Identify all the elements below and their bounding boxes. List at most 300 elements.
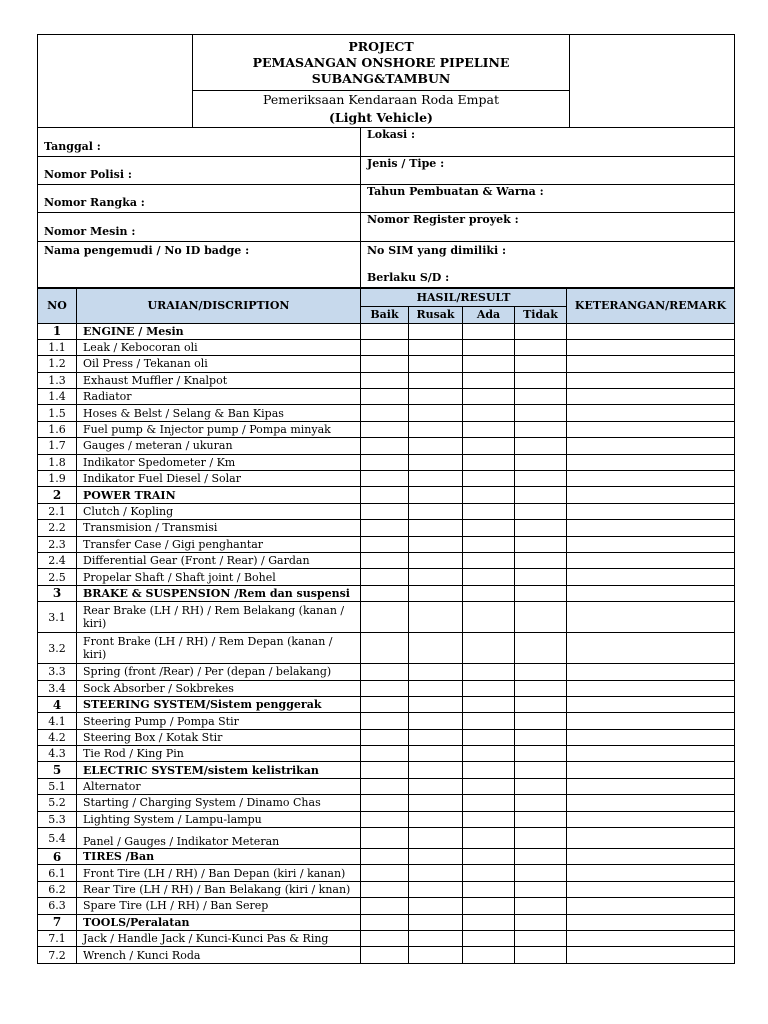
cell-rusak[interactable] — [409, 729, 463, 745]
cell-tidak[interactable] — [515, 487, 567, 503]
cell-remark[interactable] — [567, 421, 735, 437]
cell-remark[interactable] — [567, 762, 735, 778]
cell-ada[interactable] — [463, 696, 515, 712]
cell-tidak[interactable] — [515, 914, 567, 930]
cell-baik[interactable] — [361, 438, 409, 454]
cell-ada[interactable] — [463, 849, 515, 865]
cell-baik[interactable] — [361, 585, 409, 601]
cell-ada[interactable] — [463, 356, 515, 372]
cell-ada[interactable] — [463, 664, 515, 680]
cell-remark[interactable] — [567, 729, 735, 745]
row-description: Alternator — [77, 778, 361, 794]
row-number: 1 — [38, 323, 77, 339]
cell-remark[interactable] — [567, 696, 735, 712]
row-description: Starting / Charging System / Dinamo Chas — [77, 795, 361, 811]
form-subtitle — [193, 91, 569, 127]
row-number: 2.1 — [38, 503, 77, 519]
cell-remark[interactable] — [567, 520, 735, 536]
table-row — [38, 811, 735, 827]
table-row — [38, 746, 735, 762]
cell-baik[interactable] — [361, 713, 409, 729]
cell-baik[interactable] — [361, 536, 409, 552]
cell-tidak[interactable] — [515, 865, 567, 881]
cell-baik[interactable] — [361, 680, 409, 696]
row-description: Front Brake (LH / RH) / Rem Depan (kanan / kiri) — [77, 633, 361, 664]
cell-remark[interactable] — [567, 828, 735, 849]
cell-remark[interactable] — [567, 602, 735, 633]
cell-remark[interactable] — [567, 664, 735, 680]
row-description: Panel / Gauges / Indikator Meteran — [77, 828, 361, 849]
cell-remark[interactable] — [567, 795, 735, 811]
table-row — [38, 947, 735, 963]
cell-remark[interactable] — [567, 633, 735, 664]
cell-baik[interactable] — [361, 762, 409, 778]
cell-remark[interactable] — [567, 881, 735, 897]
cell-ada[interactable] — [463, 795, 515, 811]
cell-rusak[interactable] — [409, 713, 463, 729]
cell-remark[interactable] — [567, 914, 735, 930]
row-number: 5.4 — [38, 828, 77, 849]
row-number: 3.1 — [38, 602, 77, 633]
cell-baik[interactable] — [361, 898, 409, 914]
cell-rusak[interactable] — [409, 602, 463, 633]
cell-ada[interactable] — [463, 947, 515, 963]
cell-baik[interactable] — [361, 503, 409, 519]
row-description: Propelar Shaft / Shaft joint / Bohel — [77, 569, 361, 585]
cell-rusak[interactable] — [409, 898, 463, 914]
row-description: Wrench / Kunci Roda — [77, 947, 361, 963]
row-description: Indikator Fuel Diesel / Solar — [77, 471, 361, 487]
cell-remark[interactable] — [567, 585, 735, 601]
subtitle-line-2: (Light Vehicle) — [329, 110, 433, 125]
logo-cell-left — [38, 35, 193, 127]
table-row — [38, 503, 735, 519]
cell-ada[interactable] — [463, 569, 515, 585]
cell-remark[interactable] — [567, 680, 735, 696]
cell-remark[interactable] — [567, 356, 735, 372]
nama-pengemudi-field[interactable]: Nama pengemudi / No ID badge : — [38, 241, 361, 287]
cell-tidak[interactable] — [515, 849, 567, 865]
row-number: 7.1 — [38, 931, 77, 947]
cell-rusak[interactable] — [409, 323, 463, 339]
cell-rusak[interactable] — [409, 503, 463, 519]
cell-baik[interactable] — [361, 372, 409, 388]
cell-tidak[interactable] — [515, 389, 567, 405]
title-line-2: PEMASANGAN ONSHORE PIPELINE — [252, 54, 510, 70]
row-description: Steering Box / Kotak Stir — [77, 729, 361, 745]
table-row — [38, 602, 735, 633]
cell-baik[interactable] — [361, 454, 409, 470]
cell-ada[interactable] — [463, 536, 515, 552]
row-description: BRAKE & SUSPENSION /Rem dan suspensi — [77, 585, 361, 601]
nomor-rangka-field[interactable]: Nomor Rangka : — [38, 184, 361, 212]
cell-rusak[interactable] — [409, 849, 463, 865]
cell-ada[interactable] — [463, 778, 515, 794]
cell-baik[interactable] — [361, 552, 409, 568]
cell-tidak[interactable] — [515, 633, 567, 664]
row-number: 4.1 — [38, 713, 77, 729]
table-row — [38, 828, 735, 849]
checklist-table — [37, 288, 735, 964]
cell-ada[interactable] — [463, 931, 515, 947]
cell-tidak[interactable] — [515, 421, 567, 437]
row-description: ENGINE / Mesin — [77, 323, 361, 339]
table-row — [38, 569, 735, 585]
row-number: 2 — [38, 487, 77, 503]
cell-ada[interactable] — [463, 421, 515, 437]
cell-rusak[interactable] — [409, 471, 463, 487]
cell-ada[interactable] — [463, 438, 515, 454]
cell-rusak[interactable] — [409, 881, 463, 897]
jenis-tipe-field[interactable]: Jenis / Tipe : — [361, 156, 735, 184]
row-description: Jack / Handle Jack / Kunci-Kunci Pas & Ring — [77, 931, 361, 947]
cell-tidak[interactable] — [515, 372, 567, 388]
cell-tidak[interactable] — [515, 947, 567, 963]
cell-rusak[interactable] — [409, 762, 463, 778]
cell-remark[interactable] — [567, 898, 735, 914]
cell-ada[interactable] — [463, 585, 515, 601]
cell-rusak[interactable] — [409, 552, 463, 568]
row-number: 6 — [38, 849, 77, 865]
table-row — [38, 633, 735, 664]
table-row — [38, 356, 735, 372]
cell-tidak[interactable] — [515, 828, 567, 849]
cell-baik[interactable] — [361, 696, 409, 712]
cell-tidak[interactable] — [515, 405, 567, 421]
sim-cell[interactable] — [361, 241, 735, 287]
cell-tidak[interactable] — [515, 569, 567, 585]
cell-baik[interactable] — [361, 849, 409, 865]
cell-rusak[interactable] — [409, 828, 463, 849]
lokasi-field[interactable]: Lokasi : — [361, 128, 735, 156]
cell-remark[interactable] — [567, 471, 735, 487]
cell-baik[interactable] — [361, 569, 409, 585]
row-number: 5.1 — [38, 778, 77, 794]
cell-baik[interactable] — [361, 421, 409, 437]
row-number: 1.8 — [38, 454, 77, 470]
cell-ada[interactable] — [463, 881, 515, 897]
table-row — [38, 931, 735, 947]
row-description: Lighting System / Lampu-lampu — [77, 811, 361, 827]
cell-rusak[interactable] — [409, 356, 463, 372]
cell-ada[interactable] — [463, 898, 515, 914]
cell-ada[interactable] — [463, 633, 515, 664]
cell-remark[interactable] — [567, 503, 735, 519]
row-number: 6.3 — [38, 898, 77, 914]
cell-rusak[interactable] — [409, 811, 463, 827]
row-number: 4.2 — [38, 729, 77, 745]
table-row — [38, 713, 735, 729]
nomor-polisi-field[interactable]: Nomor Polisi : — [38, 156, 361, 184]
cell-remark[interactable] — [567, 849, 735, 865]
row-number: 1.9 — [38, 471, 77, 487]
cell-tidak[interactable] — [515, 762, 567, 778]
cell-remark[interactable] — [567, 323, 735, 339]
cell-ada[interactable] — [463, 762, 515, 778]
section-row — [38, 849, 735, 865]
cell-ada[interactable] — [463, 339, 515, 355]
cell-rusak[interactable] — [409, 664, 463, 680]
table-row — [38, 778, 735, 794]
row-description: Rear Brake (LH / RH) / Rem Belakang (kanan / kiri) — [77, 602, 361, 633]
cell-tidak[interactable] — [515, 696, 567, 712]
table-row — [38, 421, 735, 437]
cell-tidak[interactable] — [515, 356, 567, 372]
cell-ada[interactable] — [463, 865, 515, 881]
cell-rusak[interactable] — [409, 696, 463, 712]
cell-remark[interactable] — [567, 947, 735, 963]
row-description: Sock Absorber / Sokbrekes — [77, 680, 361, 696]
cell-remark[interactable] — [567, 339, 735, 355]
cell-tidak[interactable] — [515, 713, 567, 729]
subtitle-line-1: Pemeriksaan Kendaraan Roda Empat — [262, 92, 500, 107]
col-no: NO — [38, 288, 77, 323]
cell-ada[interactable] — [463, 389, 515, 405]
cell-remark[interactable] — [567, 713, 735, 729]
cell-baik[interactable] — [361, 811, 409, 827]
cell-tidak[interactable] — [515, 931, 567, 947]
cell-baik[interactable] — [361, 881, 409, 897]
cell-baik[interactable] — [361, 633, 409, 664]
cell-ada[interactable] — [463, 729, 515, 745]
cell-ada[interactable] — [463, 746, 515, 762]
cell-rusak[interactable] — [409, 633, 463, 664]
cell-remark[interactable] — [567, 405, 735, 421]
cell-baik[interactable] — [361, 931, 409, 947]
section-row — [38, 696, 735, 712]
cell-baik[interactable] — [361, 914, 409, 930]
table-row — [38, 552, 735, 568]
section-row — [38, 762, 735, 778]
row-number: 2.2 — [38, 520, 77, 536]
cell-ada[interactable] — [463, 828, 515, 849]
col-ada: Ada — [463, 306, 515, 323]
checklist-rows — [38, 323, 735, 963]
cell-tidak[interactable] — [515, 536, 567, 552]
col-tidak: Tidak — [515, 306, 567, 323]
table-row — [38, 536, 735, 552]
cell-baik[interactable] — [361, 487, 409, 503]
cell-remark[interactable] — [567, 746, 735, 762]
table-row — [38, 865, 735, 881]
cell-tidak[interactable] — [515, 778, 567, 794]
cell-rusak[interactable] — [409, 389, 463, 405]
cell-baik[interactable] — [361, 795, 409, 811]
cell-rusak[interactable] — [409, 778, 463, 794]
nomor-register-field[interactable]: Nomor Register proyek : — [361, 212, 735, 241]
row-number: 1.5 — [38, 405, 77, 421]
cell-remark[interactable] — [567, 372, 735, 388]
logo-cell-right — [569, 35, 734, 127]
table-row — [38, 339, 735, 355]
row-description: Clutch / Kopling — [77, 503, 361, 519]
row-number: 5.2 — [38, 795, 77, 811]
cell-tidak[interactable] — [515, 323, 567, 339]
cell-rusak[interactable] — [409, 405, 463, 421]
cell-baik[interactable] — [361, 602, 409, 633]
row-number: 1.2 — [38, 356, 77, 372]
cell-rusak[interactable] — [409, 680, 463, 696]
cell-remark[interactable] — [567, 536, 735, 552]
cell-tidak[interactable] — [515, 552, 567, 568]
cell-remark[interactable] — [567, 487, 735, 503]
cell-baik[interactable] — [361, 746, 409, 762]
cell-rusak[interactable] — [409, 569, 463, 585]
cell-baik[interactable] — [361, 664, 409, 680]
row-number: 6.1 — [38, 865, 77, 881]
cell-remark[interactable] — [567, 454, 735, 470]
cell-remark[interactable] — [567, 778, 735, 794]
cell-baik[interactable] — [361, 865, 409, 881]
cell-rusak[interactable] — [409, 372, 463, 388]
cell-baik[interactable] — [361, 947, 409, 963]
row-number: 1.4 — [38, 389, 77, 405]
cell-tidak[interactable] — [515, 729, 567, 745]
cell-baik[interactable] — [361, 339, 409, 355]
table-row — [38, 389, 735, 405]
cell-tidak[interactable] — [515, 339, 567, 355]
cell-rusak[interactable] — [409, 421, 463, 437]
cell-remark[interactable] — [567, 438, 735, 454]
row-number: 4 — [38, 696, 77, 712]
cell-rusak[interactable] — [409, 536, 463, 552]
row-number: 7.2 — [38, 947, 77, 963]
row-number: 2.4 — [38, 552, 77, 568]
row-number: 1.1 — [38, 339, 77, 355]
cell-tidak[interactable] — [515, 503, 567, 519]
row-description: Gauges / meteran / ukuran — [77, 438, 361, 454]
cell-remark[interactable] — [567, 931, 735, 947]
row-number: 3.2 — [38, 633, 77, 664]
table-row — [38, 405, 735, 421]
cell-rusak[interactable] — [409, 746, 463, 762]
row-description: Rear Tire (LH / RH) / Ban Belakang (kiri / knan) — [77, 881, 361, 897]
cell-rusak[interactable] — [409, 438, 463, 454]
cell-ada[interactable] — [463, 602, 515, 633]
row-description: Fuel pump & Injector pump / Pompa minyak — [77, 421, 361, 437]
row-number: 5.3 — [38, 811, 77, 827]
row-description: Spring (front /Rear) / Per (depan / belakang) — [77, 664, 361, 680]
cell-rusak[interactable] — [409, 947, 463, 963]
table-row — [38, 898, 735, 914]
cell-tidak[interactable] — [515, 680, 567, 696]
cell-tidak[interactable] — [515, 664, 567, 680]
cell-tidak[interactable] — [515, 454, 567, 470]
cell-tidak[interactable] — [515, 795, 567, 811]
col-rusak: Rusak — [409, 306, 463, 323]
row-number: 3.3 — [38, 664, 77, 680]
cell-rusak[interactable] — [409, 454, 463, 470]
row-description: Exhaust Muffler / Knalpot — [77, 372, 361, 388]
cell-remark[interactable] — [567, 389, 735, 405]
nomor-mesin-field[interactable]: Nomor Mesin : — [38, 212, 361, 241]
row-description: Transmision / Transmisi — [77, 520, 361, 536]
cell-ada[interactable] — [463, 372, 515, 388]
col-baik: Baik — [361, 306, 409, 323]
cell-ada[interactable] — [463, 552, 515, 568]
berlaku-field: Berlaku S/D : — [367, 270, 450, 284]
inspection-form — [37, 34, 735, 964]
row-number: 1.7 — [38, 438, 77, 454]
cell-baik[interactable] — [361, 778, 409, 794]
vehicle-info-table — [37, 128, 735, 288]
cell-baik[interactable] — [361, 405, 409, 421]
row-description: Hoses & Belst / Selang & Ban Kipas — [77, 405, 361, 421]
cell-ada[interactable] — [463, 713, 515, 729]
cell-baik[interactable] — [361, 729, 409, 745]
cell-ada[interactable] — [463, 680, 515, 696]
row-description: Differential Gear (Front / Rear) / Gardan — [77, 552, 361, 568]
cell-ada[interactable] — [463, 914, 515, 930]
cell-rusak[interactable] — [409, 931, 463, 947]
table-row — [38, 438, 735, 454]
title-line-1: PROJECT — [348, 38, 414, 54]
table-row — [38, 729, 735, 745]
cell-rusak[interactable] — [409, 520, 463, 536]
header-center — [193, 35, 569, 127]
row-number: 5 — [38, 762, 77, 778]
cell-rusak[interactable] — [409, 487, 463, 503]
tanggal-field[interactable]: Tanggal : — [38, 128, 361, 156]
table-row — [38, 471, 735, 487]
cell-baik[interactable] — [361, 471, 409, 487]
table-row — [38, 680, 735, 696]
cell-ada[interactable] — [463, 487, 515, 503]
cell-tidak[interactable] — [515, 585, 567, 601]
cell-rusak[interactable] — [409, 865, 463, 881]
row-number: 4.3 — [38, 746, 77, 762]
cell-ada[interactable] — [463, 471, 515, 487]
row-number: 1.6 — [38, 421, 77, 437]
cell-rusak[interactable] — [409, 914, 463, 930]
project-title — [193, 35, 569, 91]
cell-tidak[interactable] — [515, 602, 567, 633]
cell-baik[interactable] — [361, 356, 409, 372]
cell-tidak[interactable] — [515, 881, 567, 897]
row-description: Tie Rod / King Pin — [77, 746, 361, 762]
cell-tidak[interactable] — [515, 746, 567, 762]
cell-tidak[interactable] — [515, 438, 567, 454]
cell-ada[interactable] — [463, 811, 515, 827]
cell-tidak[interactable] — [515, 471, 567, 487]
cell-remark[interactable] — [567, 569, 735, 585]
cell-baik[interactable] — [361, 323, 409, 339]
cell-rusak[interactable] — [409, 585, 463, 601]
cell-remark[interactable] — [567, 552, 735, 568]
cell-ada[interactable] — [463, 503, 515, 519]
cell-tidak[interactable] — [515, 520, 567, 536]
cell-ada[interactable] — [463, 323, 515, 339]
tahun-warna-field[interactable]: Tahun Pembuatan & Warna : — [361, 184, 735, 212]
cell-remark[interactable] — [567, 811, 735, 827]
cell-rusak[interactable] — [409, 339, 463, 355]
cell-ada[interactable] — [463, 405, 515, 421]
section-row — [38, 914, 735, 930]
row-description: Oil Press / Tekanan oli — [77, 356, 361, 372]
row-description: Steering Pump / Pompa Stir — [77, 713, 361, 729]
cell-ada[interactable] — [463, 454, 515, 470]
cell-ada[interactable] — [463, 520, 515, 536]
cell-baik[interactable] — [361, 828, 409, 849]
cell-tidak[interactable] — [515, 898, 567, 914]
cell-rusak[interactable] — [409, 795, 463, 811]
row-description: Leak / Kebocoran oli — [77, 339, 361, 355]
col-hasil: HASIL/RESULT — [361, 288, 567, 306]
cell-baik[interactable] — [361, 389, 409, 405]
cell-tidak[interactable] — [515, 811, 567, 827]
cell-baik[interactable] — [361, 520, 409, 536]
cell-remark[interactable] — [567, 865, 735, 881]
